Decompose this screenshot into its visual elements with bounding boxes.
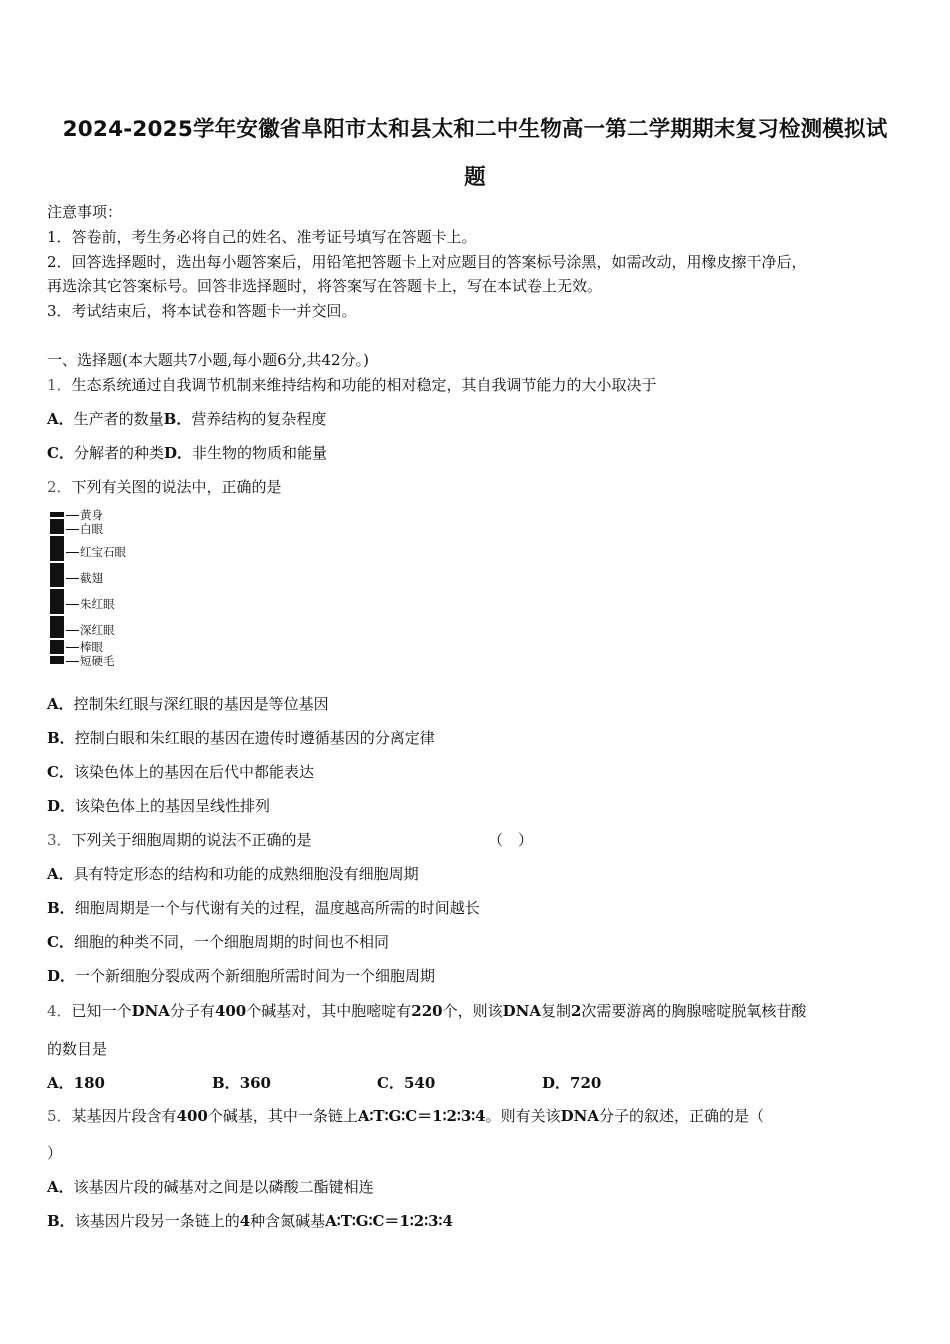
gene-label: 朱红眼	[80, 597, 115, 611]
q1-option-a-label: A．	[47, 410, 74, 428]
q5-option-a	[47, 1177, 374, 1197]
q4-option-b-text: 360	[239, 1074, 271, 1092]
q3-number: 3．	[47, 831, 72, 849]
q4-term-dna: DNA	[131, 1002, 170, 1020]
gene-label: 深红眼	[80, 623, 115, 637]
exam-title-line1: 2024-2025学年安徽省阜阳市太和县太和二中生物高一第二学期期末复习检测模拟试	[62, 117, 888, 142]
q5-option-b	[47, 1211, 453, 1231]
gene-tick	[66, 515, 79, 516]
q4-stem-part: 分子有	[169, 1002, 215, 1020]
q1-option-d-label: D．	[163, 444, 192, 462]
q2-option-d-text: 该染色体上的基因呈线性排列	[75, 797, 271, 815]
q2-stem: 下列有关图的说法中，正确的是	[71, 478, 282, 496]
q3-option-d	[47, 966, 435, 986]
q4-option-d	[542, 1072, 601, 1093]
gene-label: 红宝石眼	[80, 545, 126, 559]
gene-tick	[66, 647, 79, 648]
q3-option-d-text: 一个新细胞分裂成两个新细胞所需时间为一个细胞周期	[75, 967, 436, 985]
q4-option-b-label: B．	[212, 1074, 240, 1092]
q1-option-b-text: 营养结构的复杂程度	[191, 410, 327, 428]
q3-option-d-label: D．	[47, 967, 76, 985]
notice-item-3: 3．考试结束后，将本试卷和答题卡一并交回。	[47, 302, 357, 320]
q2-option-b-label: B．	[47, 729, 75, 747]
q4-term-dna: DNA	[502, 1002, 541, 1020]
q1-option-c-text: 分解者的种类	[73, 444, 164, 462]
q3-answer-bracket: （ ）	[488, 831, 534, 849]
exam-title-line2: 题	[464, 165, 486, 190]
chromosome-band-4	[50, 563, 64, 587]
q4-option-c-label: C．	[377, 1074, 404, 1092]
q1-stem-line	[47, 375, 657, 395]
q3-stem-line	[47, 830, 312, 850]
q2-number: 2．	[47, 478, 72, 496]
q5-stem-part: 分子的叙述，正确的是（	[599, 1107, 765, 1125]
gene-label: 黄身	[80, 508, 103, 522]
q2-option-c	[47, 762, 314, 782]
q3-option-c-label: C．	[47, 933, 74, 951]
q1-option-d-text: 非生物的物质和能量	[191, 444, 327, 462]
q3-option-c	[47, 932, 389, 952]
q4-option-c	[377, 1072, 435, 1093]
q3-stem: 下列关于细胞周期的说法不正确的是	[71, 831, 312, 849]
q4-stem-part: 个，则该	[442, 1002, 503, 1020]
q3-option-a-text: 具有特定形态的结构和功能的成熟细胞没有细胞周期	[73, 865, 419, 883]
q2-option-b	[47, 728, 435, 748]
q2-option-a-label: A．	[47, 695, 74, 713]
q1-option-b-label: B．	[163, 410, 192, 428]
q5-option-b-text: 种含氮碱基	[250, 1212, 326, 1230]
q2-option-a-text: 控制朱红眼与深红眼的基因是等位基因	[73, 695, 329, 713]
q2-option-d	[47, 796, 270, 816]
q3-option-b	[47, 898, 480, 918]
gene-tick	[66, 552, 79, 553]
q5-option-b-text: 该基因片段另一条链上的	[74, 1212, 240, 1230]
q5-stem-part: 个碱基，其中一条链上	[207, 1107, 358, 1125]
notice-item-2: 2．回答选择题时，选出每小题答案后，用铅笔把答题卡上对应题目的答案标号涂黑，如需改动，用橡皮擦干净后，	[47, 253, 807, 271]
section-heading: 一、选择题(本大题共7小题,每小题6分,共42分。)	[47, 351, 369, 369]
q1-options-cd	[47, 443, 327, 463]
q3-option-a	[47, 864, 419, 884]
q4-option-a	[47, 1072, 105, 1093]
gene-tick	[66, 578, 79, 579]
q2-option-c-text: 该染色体上的基因在后代中都能表达	[73, 763, 314, 781]
q4-option-d-text: 720	[570, 1074, 602, 1092]
notice-heading: 注意事项：	[47, 203, 123, 221]
q1-number: 1．	[47, 376, 72, 394]
q2-option-a	[47, 694, 329, 714]
q1-stem: 生态系统通过自我调节机制来维持结构和功能的相对稳定，其自我调节能力的大小取决于	[71, 376, 657, 394]
chromosome-bar	[48, 510, 68, 670]
q4-stem-part: 已知一个	[71, 1002, 132, 1020]
q4-stem-part: 次需要游离的胸腺嘧啶脱氧核苷酸	[581, 1002, 807, 1020]
q2-stem-line	[47, 477, 282, 497]
q5-stem-line	[47, 1106, 764, 1126]
q5-option-b-number: 4	[239, 1212, 251, 1230]
q4-stem-line	[47, 1001, 806, 1021]
q5-stem-part: 。则有关该	[485, 1107, 561, 1125]
gene-label: 短硬毛	[80, 654, 115, 668]
chromosome-band-3	[50, 536, 64, 561]
chromosome-band-7	[50, 640, 64, 654]
gene-tick	[66, 604, 79, 605]
q4-option-c-text: 540	[403, 1074, 436, 1092]
gene-label: 棒眼	[80, 640, 103, 654]
q3-option-a-label: A．	[47, 865, 74, 883]
q5-option-a-label: A．	[47, 1178, 74, 1196]
q1-option-a-text: 生产者的数量	[73, 410, 164, 428]
q2-option-d-label: D．	[47, 797, 76, 815]
chromosome-band-5	[50, 589, 64, 614]
q4-stem-part: 复制	[540, 1002, 571, 1020]
q5-term-dna: DNA	[560, 1107, 599, 1125]
q1-option-c-label: C．	[47, 444, 74, 462]
q4-number-400: 400	[214, 1002, 247, 1020]
q3-option-b-text: 细胞周期是一个与代谢有关的过程，温度越高所需的时间越长	[74, 899, 480, 917]
q5-number: 5．	[47, 1107, 72, 1125]
q4-number-220: 220	[411, 1002, 443, 1020]
chromosome-band-2	[50, 519, 64, 534]
q5-number-400: 400	[176, 1107, 208, 1125]
gene-tick	[66, 630, 79, 631]
q5-stem-part: 某基因片段含有	[71, 1107, 177, 1125]
chromosome-band-6	[50, 616, 64, 638]
gene-label: 截翅	[80, 571, 103, 585]
notice-item-2-cont: 再选涂其它答案标号。回答非选择题时，将答案写在答题卡上，写在本试卷上无效。	[47, 277, 603, 295]
q5-option-b-ratio: A∶T∶G∶C＝1∶2∶3∶4	[325, 1212, 453, 1230]
q4-number-2: 2	[570, 1002, 582, 1020]
q4-option-b	[212, 1072, 271, 1093]
gene-tick	[66, 661, 79, 662]
chromosome-band-8	[50, 656, 64, 664]
q4-stem-cont: 的数目是	[47, 1040, 108, 1058]
q5-stem-cont: ）	[47, 1144, 63, 1162]
q4-option-d-label: D．	[542, 1074, 571, 1092]
q2-option-b-text: 控制白眼和朱红眼的基因在遗传时遵循基因的分离定律	[74, 729, 435, 747]
q5-option-a-text: 该基因片段的碱基对之间是以磷酸二酯键相连	[73, 1178, 374, 1196]
q3-option-b-label: B．	[47, 899, 75, 917]
q3-option-c-text: 细胞的种类不同，一个细胞周期的时间也不相同	[73, 933, 389, 951]
chromosome-band-1	[50, 512, 64, 517]
q4-option-a-text: 180	[73, 1074, 105, 1092]
gene-tick	[66, 529, 79, 530]
q5-option-b-label: B．	[47, 1212, 75, 1230]
gene-label: 白眼	[80, 522, 103, 536]
q4-option-a-label: A．	[47, 1074, 74, 1092]
q1-options-ab	[47, 409, 326, 429]
q2-option-c-label: C．	[47, 763, 74, 781]
q4-number: 4．	[47, 1002, 72, 1020]
q5-base-ratio: A∶T∶G∶C＝1∶2∶3∶4	[357, 1107, 486, 1125]
notice-item-1: 1．答卷前，考生务必将自己的姓名、准考证号填写在答题卡上。	[47, 228, 477, 246]
q4-stem-part: 个碱基对，其中胞嘧啶有	[246, 1002, 412, 1020]
